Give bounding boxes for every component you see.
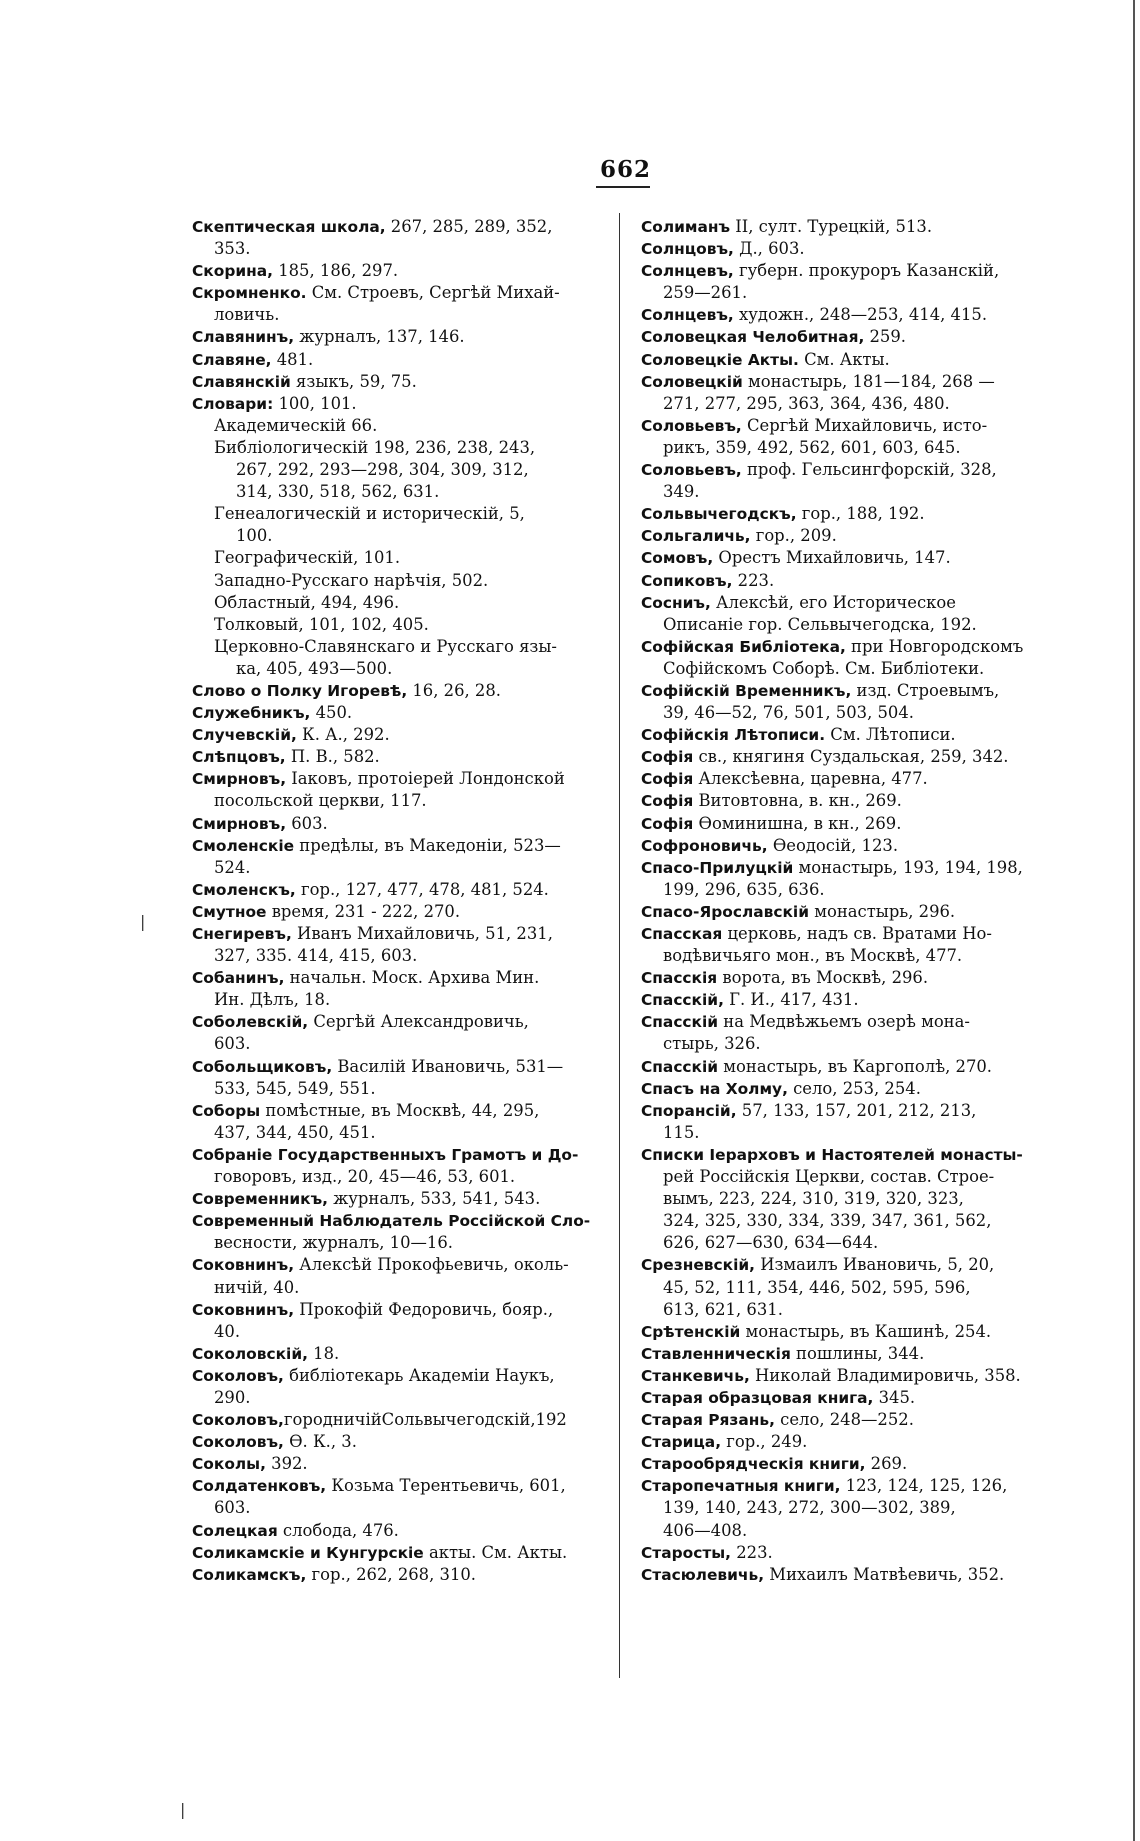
index-entry [192, 260, 612, 282]
entry-heading: Солнцовъ, [641, 240, 734, 259]
entry-text: 18. [307, 1343, 340, 1363]
entry-text: 345. [873, 1387, 916, 1407]
index-entry [192, 216, 612, 260]
entry-text: языкъ, 59, 75. [290, 371, 417, 391]
entry-text: церковь, надъ св. Вратами Но- [722, 924, 992, 943]
entry-continuation: 613, 621, 631. [663, 1299, 783, 1319]
index-entry [192, 1409, 612, 1431]
index-entry [641, 415, 1061, 459]
index-entry [192, 724, 612, 746]
entry-continuation: 39, 46—52, 76, 501, 503, 504. [663, 703, 914, 723]
column-divider [619, 213, 620, 1678]
index-entry [192, 879, 612, 901]
index-entry [192, 1011, 612, 1055]
index-entry [192, 1056, 612, 1100]
entry-heading: Софія [641, 814, 694, 833]
entry-heading: Софія [641, 748, 694, 767]
index-entry [641, 1343, 1061, 1365]
entry-text: Сергѣй Михайловичь, исто- [741, 415, 988, 435]
entry-heading: Соколовъ, [192, 1411, 284, 1430]
entry-heading: Слѣпцовъ, [192, 748, 286, 767]
entry-heading: Солецкая [192, 1521, 278, 1540]
index-entry [192, 1210, 612, 1254]
entry-text: См. Лѣтописи. [825, 725, 956, 745]
entry-text: пошлины, 344. [790, 1343, 925, 1363]
index-entry [192, 636, 612, 680]
index-entry [641, 1254, 1061, 1320]
index-entry [641, 349, 1061, 371]
index-entry [192, 614, 612, 636]
entry-text: Иванъ Михайловичь, 51, 231, [291, 924, 553, 943]
entry-text: 123, 124, 125, 126, [840, 1476, 1008, 1496]
entry-heading: Старообрядческія книги, [641, 1455, 866, 1474]
entry-text: Географическій, 101. [214, 548, 401, 568]
entry-continuation: 267, 292, 293—298, 304, 309, 312, [236, 460, 529, 480]
entry-heading: Соколовскій, [192, 1344, 308, 1363]
entry-heading: Соколовъ, [192, 1366, 284, 1385]
index-entry [192, 835, 612, 879]
index-entry [641, 857, 1061, 901]
index-entry [641, 304, 1061, 326]
entry-continuation: вымъ, 223, 224, 310, 319, 320, 323, [663, 1189, 964, 1209]
entry-continuation: 290. [214, 1387, 251, 1407]
index-entry [192, 901, 612, 923]
index-entry [641, 1475, 1061, 1541]
entry-text: художн., 248—253, 414, 415. [733, 305, 988, 325]
entry-text: Василій Ивановичь, 531— [332, 1056, 564, 1076]
entry-heading: Соловьевъ, [641, 461, 742, 480]
entry-text: Церковно-Славянскаго и Русскаго язы- [214, 636, 557, 656]
index-entry [641, 1564, 1061, 1586]
entry-continuation: ничій, 40. [214, 1277, 300, 1297]
entry-heading: Соковнинъ, [192, 1300, 295, 1319]
entry-text: Козьма Терентьевичь, 601, [326, 1476, 566, 1496]
entry-continuation: 115. [663, 1122, 700, 1142]
entry-text: Алексѣй, его Историческое [710, 592, 956, 612]
index-entry [192, 1365, 612, 1409]
entry-heading: Соковнинъ, [192, 1256, 295, 1275]
entry-text: начальн. Моск. Архива Мин. [284, 968, 540, 988]
entry-heading: Спасскій [641, 1057, 719, 1076]
entry-continuation: 100. [236, 526, 273, 546]
entry-heading: Случевскій, [192, 726, 297, 745]
index-entry [192, 1299, 612, 1343]
entry-heading: Старая образцовая книга, [641, 1388, 874, 1407]
entry-heading: Списки Іерарховъ и Настоятелей монасты- [641, 1145, 1023, 1164]
index-entry [192, 746, 612, 768]
entry-heading: Спасо-Ярославскій [641, 902, 809, 921]
entry-heading: Снегиревъ, [192, 925, 292, 943]
entry-heading: Срѣтенскій [641, 1322, 741, 1341]
entry-text: изд. Строевымъ, [851, 680, 1000, 700]
index-entry [192, 1453, 612, 1475]
entry-heading: Спасо-Прилуцкій [641, 858, 794, 877]
entry-continuation: 603. [214, 1498, 251, 1518]
index-entry [641, 813, 1061, 835]
entry-heading: Слово о Полку Игоревѣ, [192, 681, 408, 700]
index-entry [192, 923, 612, 967]
entry-heading: Скептическая школа, [192, 218, 386, 236]
entry-text: 100, 101. [273, 393, 357, 413]
entry-heading: Соловьевъ, [641, 416, 742, 435]
entry-continuation: 324, 325, 330, 334, 339, 347, 361, 562, [663, 1211, 992, 1231]
entry-heading: Современникъ, [192, 1190, 328, 1209]
index-entry [192, 1475, 612, 1519]
entry-text: Николай Владимировичь, 358. [749, 1365, 1021, 1385]
index-entry [192, 1431, 612, 1453]
entry-continuation: ловичь. [214, 305, 280, 325]
entry-text: 481. [271, 349, 314, 369]
entry-text: время, 231 - 222, 270. [266, 901, 461, 921]
entry-text: село, 253, 254. [787, 1078, 921, 1098]
entry-heading: Соборы [192, 1101, 261, 1120]
index-entry [641, 525, 1061, 547]
index-entry [641, 1409, 1061, 1431]
index-entry [192, 570, 612, 592]
entry-continuation: рикъ, 359, 492, 562, 601, 603, 645. [663, 437, 961, 457]
entry-continuation: ка, 405, 493—500. [236, 658, 393, 678]
entry-heading: Соколы, [192, 1455, 266, 1474]
entry-text: 392. [265, 1454, 308, 1474]
margin-tick: | [140, 912, 146, 931]
entry-text: Сергѣй Александровичь, [308, 1012, 529, 1032]
index-entry [192, 1100, 612, 1144]
index-column-left [192, 216, 612, 1586]
index-entry [641, 570, 1061, 592]
entry-text: село, 248—252. [774, 1410, 914, 1430]
entry-text: св., княгиня Суздальская, 259, 342. [693, 747, 1009, 767]
entry-text: К. А., 292. [296, 725, 390, 745]
entry-text: монастырь, 296. [809, 901, 956, 921]
entry-text: Д., 603. [733, 239, 805, 259]
index-entry [192, 282, 612, 326]
index-entry [192, 592, 612, 614]
index-entry [192, 680, 612, 702]
index-entry [641, 1078, 1061, 1100]
entry-heading: Спасская [641, 925, 723, 943]
entry-heading: Собольщиковъ, [192, 1057, 333, 1076]
entry-text: 185, 186, 297. [272, 261, 399, 281]
entry-text: См. Акты. [798, 349, 890, 369]
index-entry [641, 1056, 1061, 1078]
index-entry [192, 1520, 612, 1542]
entry-text: Западно-Русскаго нарѣчія, 502. [214, 570, 489, 590]
index-entry [641, 1144, 1061, 1254]
entry-continuation: 199, 296, 635, 636. [663, 879, 825, 899]
index-entry [641, 547, 1061, 569]
entry-text: проф. Гельсингфорскій, 328, [741, 460, 997, 480]
index-entry [641, 680, 1061, 724]
entry-text: Г. И., 417, 431. [723, 990, 859, 1010]
entry-continuation: 603. [214, 1034, 251, 1054]
entry-heading: Сопиковъ, [641, 571, 733, 590]
entry-text: монастырь, 181—184, 268 — [742, 371, 995, 391]
index-column-right [641, 216, 1061, 1586]
entry-heading: Софія [641, 770, 694, 789]
entry-continuation: Ин. Дѣлъ, 18. [214, 990, 331, 1010]
entry-text: Орестъ Михайловичь, 147. [713, 548, 951, 568]
entry-heading: Смирновъ, [192, 770, 287, 789]
index-entry [192, 349, 612, 371]
index-entry [641, 967, 1061, 989]
entry-heading: Старая Рязань, [641, 1411, 775, 1430]
index-entry [192, 1343, 612, 1365]
index-entry [641, 503, 1061, 525]
entry-heading: Солнцевъ, [641, 306, 734, 325]
entry-text: библіотекарь Академіи Наукъ, [283, 1365, 555, 1385]
entry-heading: Славянскій [192, 372, 291, 391]
page-number: 662 [600, 156, 652, 183]
entry-heading: Смирновъ, [192, 814, 287, 833]
index-entry [641, 835, 1061, 857]
entry-text: губерн. прокуроръ Казанскій, [733, 261, 1000, 281]
entry-heading: Сомовъ, [641, 549, 714, 568]
entry-heading: Смоленскъ, [192, 880, 296, 899]
entry-text: Ѳоминишна, в кн., 269. [693, 813, 902, 833]
index-entry [641, 1365, 1061, 1387]
index-entry [641, 1431, 1061, 1453]
entry-text: монастырь, въ Каргополѣ, 270. [718, 1056, 993, 1076]
entry-text: Михаилъ Матвѣевичь, 352. [764, 1564, 1005, 1584]
index-entry [641, 636, 1061, 680]
index-entry [641, 216, 1061, 238]
index-entry [641, 459, 1061, 503]
entry-text: 223. [732, 570, 775, 590]
entry-text: журналъ, 137, 146. [294, 327, 465, 347]
entry-continuation: Софійскомъ Соборѣ. См. Библіотеки. [663, 658, 985, 678]
entry-text: Областный, 494, 496. [214, 592, 400, 612]
index-entry [192, 437, 612, 503]
entry-text: Толковый, 101, 102, 405. [214, 614, 429, 634]
entry-text: гор., 188, 192. [796, 504, 925, 524]
entry-text: монастырь, 193, 194, 198, [793, 857, 1023, 877]
entry-text: городничійСольвычегодскій,192 [283, 1410, 567, 1430]
entry-continuation: 406—408. [663, 1520, 748, 1540]
entry-text: акты. См. Акты. [423, 1542, 568, 1562]
entry-text: 267, 285, 289, 352, [385, 217, 553, 236]
entry-text: 223. [731, 1542, 773, 1562]
entry-heading: Софійская Библіотека, [641, 637, 846, 656]
entry-continuation: 349. [663, 482, 700, 502]
index-entry [192, 813, 612, 835]
index-entry [641, 326, 1061, 348]
entry-continuation: 327, 335. 414, 415, 603. [214, 946, 418, 966]
entry-heading: Собраніе Государственныхъ Грамотъ и До- [192, 1145, 579, 1164]
entry-heading: Соболевскій, [192, 1013, 309, 1032]
entry-heading: Соловецкая Челобитная, [641, 328, 865, 347]
index-entry [192, 1144, 612, 1188]
entry-heading: Смутное [192, 902, 267, 921]
entry-heading: Солдатенковъ, [192, 1477, 327, 1496]
index-entry [641, 1011, 1061, 1055]
entry-heading: Софійскій Временникъ, [641, 681, 852, 700]
entry-continuation: 259—261. [663, 283, 748, 303]
header-rule [596, 186, 650, 188]
index-entry [192, 415, 612, 437]
entry-text: 269. [865, 1454, 908, 1474]
entry-heading: Спорансій, [641, 1101, 737, 1120]
index-entry [192, 967, 612, 1011]
entry-heading: Соловецкіе Акты. [641, 350, 799, 369]
right-edge-rule [1133, 0, 1135, 1841]
index-entry [192, 371, 612, 393]
index-entry [192, 768, 612, 812]
index-entry [641, 923, 1061, 967]
entry-continuation: говоровъ, изд., 20, 45—46, 53, 601. [214, 1167, 516, 1187]
entry-heading: Солиманъ [641, 218, 731, 236]
entry-heading: Солнцевъ, [641, 262, 734, 281]
entry-text: помѣстные, въ Москвѣ, 44, 295, [260, 1100, 540, 1120]
index-entry [641, 1542, 1061, 1564]
entry-heading: Славяне, [192, 350, 272, 369]
index-entry [192, 1188, 612, 1210]
index-entry [641, 260, 1061, 304]
entry-text: Ѳ. К., 3. [283, 1432, 357, 1452]
entry-heading: Софія [641, 792, 694, 811]
entry-heading: Смоленскіе [192, 836, 295, 855]
entry-text: Прокофій Федоровичь, бояр., [294, 1299, 554, 1319]
index-entry [192, 326, 612, 348]
entry-heading: Спасскій [641, 1013, 719, 1032]
index-entry [641, 592, 1061, 636]
entry-heading: Сосниъ, [641, 593, 711, 612]
entry-heading: Соловецкій [641, 372, 743, 391]
entry-text: 259. [864, 327, 907, 347]
entry-text: гор., 262, 268, 310. [306, 1564, 477, 1584]
index-entry [641, 371, 1061, 415]
entry-continuation: 45, 52, 111, 354, 446, 502, 595, 596, [663, 1277, 971, 1297]
entry-continuation: 353. [214, 239, 251, 259]
entry-heading: Старосты, [641, 1543, 731, 1562]
entry-continuation: 314, 330, 518, 562, 631. [236, 482, 440, 502]
index-entry [641, 901, 1061, 923]
entry-text: П. В., 582. [285, 747, 380, 767]
entry-heading: Стасюлевичь, [641, 1565, 765, 1584]
index-entry [641, 989, 1061, 1011]
entry-text: гор., 127, 477, 478, 481, 524. [295, 879, 549, 899]
entry-text: гор., 209. [750, 526, 837, 546]
entry-heading: Словари: [192, 394, 274, 413]
entry-text: См. Строевъ, Сергѣй Михай- [306, 283, 560, 303]
entry-continuation: Описаніе гор. Сельвычегодска, 192. [663, 614, 977, 634]
entry-heading: Соликамскіе и Кунгурскіе [192, 1543, 424, 1562]
entry-continuation: стырь, 326. [663, 1034, 761, 1054]
entry-text: предѣлы, въ Македоніи, 523— [294, 835, 561, 855]
entry-text: 603. [286, 813, 328, 833]
entry-text: при Новгородскомъ [845, 636, 1024, 656]
entry-continuation: 139, 140, 243, 272, 300—302, 389, [663, 1498, 956, 1518]
entry-heading: Софійскія Лѣтописи. [641, 726, 826, 745]
entry-heading: Старопечатныя книги, [641, 1477, 841, 1496]
entry-heading: Ставленническія [641, 1344, 791, 1363]
index-entry [192, 1564, 612, 1586]
entry-text: Академическій 66. [214, 415, 378, 435]
entry-text: слобода, 476. [277, 1520, 399, 1540]
entry-continuation: водѣвичьяго мон., въ Москвѣ, 477. [663, 946, 963, 966]
entry-text: 450. [310, 703, 353, 723]
entry-heading: Сольвычегодскъ, [641, 505, 797, 524]
index-entry [641, 746, 1061, 768]
entry-continuation: посольской церкви, 117. [214, 791, 427, 811]
entry-continuation: 40. [214, 1321, 241, 1341]
entry-text: 16, 26, 28. [407, 680, 502, 700]
entry-heading: Собанинъ, [192, 969, 285, 988]
entry-heading: Станкевичь, [641, 1366, 750, 1385]
entry-text: II, султ. Турецкій, 513. [730, 217, 933, 236]
entry-text: 57, 133, 157, 201, 212, 213, [736, 1100, 977, 1120]
entry-continuation: весности, журналъ, 10—16. [214, 1233, 453, 1253]
entry-heading: Соликамскъ, [192, 1565, 307, 1584]
entry-continuation: 437, 344, 450, 451. [214, 1122, 376, 1142]
index-entry [641, 1387, 1061, 1409]
entry-heading: Скромненко. [192, 284, 307, 303]
entry-heading: Срезневскій, [641, 1256, 755, 1275]
entry-heading: Спасскій, [641, 991, 724, 1010]
index-entry [641, 724, 1061, 746]
entry-heading: Скорина, [192, 262, 273, 281]
index-entry [641, 1453, 1061, 1475]
entry-text: ворота, въ Москвѣ, 296. [717, 968, 929, 988]
entry-continuation: 626, 627—630, 634—644. [663, 1233, 879, 1253]
entry-continuation: 271, 277, 295, 363, 364, 436, 480. [663, 393, 950, 413]
entry-continuation: 524. [214, 857, 251, 877]
entry-text: на Медвѣжьемъ озерѣ мона- [718, 1012, 970, 1032]
entry-text: гор., 249. [721, 1432, 808, 1452]
index-entry [641, 790, 1061, 812]
index-entry [192, 503, 612, 547]
entry-heading: Сольгаличь, [641, 527, 751, 546]
entry-text: Библіологическій 198, 236, 238, 243, [214, 437, 536, 457]
index-entry [641, 238, 1061, 260]
entry-text: Витовтовна, в. кн., 269. [693, 791, 902, 811]
index-entry [192, 1542, 612, 1564]
entry-heading: Современный Наблюдатель Россійской Сло- [192, 1212, 591, 1231]
entry-text: Іаковъ, протоіерей Лондонской [286, 769, 565, 789]
index-entry [192, 547, 612, 569]
index-entry [641, 1100, 1061, 1144]
index-entry [641, 768, 1061, 790]
entry-heading: Соколовъ, [192, 1433, 284, 1452]
entry-text: Ѳеодосій, 123. [767, 835, 899, 855]
entry-text: монастырь, въ Кашинѣ, 254. [740, 1321, 992, 1341]
bottom-tick: | [180, 1800, 186, 1819]
index-entry [192, 702, 612, 724]
index-entry [192, 1254, 612, 1298]
entry-heading: Старица, [641, 1433, 722, 1452]
entry-continuation: 533, 545, 549, 551. [214, 1078, 376, 1098]
index-entry [641, 1321, 1061, 1343]
entry-heading: Служебникъ, [192, 704, 311, 723]
entry-text: Алексѣй Прокофьевичь, околь- [294, 1255, 569, 1275]
entry-text: Измаилъ Ивановичь, 5, 20, [754, 1255, 995, 1275]
entry-continuation: рей Россійскія Церкви, состав. Строе- [663, 1167, 995, 1187]
entry-heading: Славянинъ, [192, 328, 295, 347]
entry-text: Генеалогическій и историческій, 5, [214, 504, 525, 524]
entry-text: журналъ, 533, 541, 543. [328, 1189, 541, 1209]
entry-text: Алексѣевна, царевна, 477. [693, 769, 928, 789]
entry-heading: Софроновичь, [641, 836, 768, 855]
index-entry [192, 393, 612, 415]
entry-heading: Спасъ на Холму, [641, 1079, 788, 1098]
entry-heading: Спасскія [641, 969, 718, 988]
